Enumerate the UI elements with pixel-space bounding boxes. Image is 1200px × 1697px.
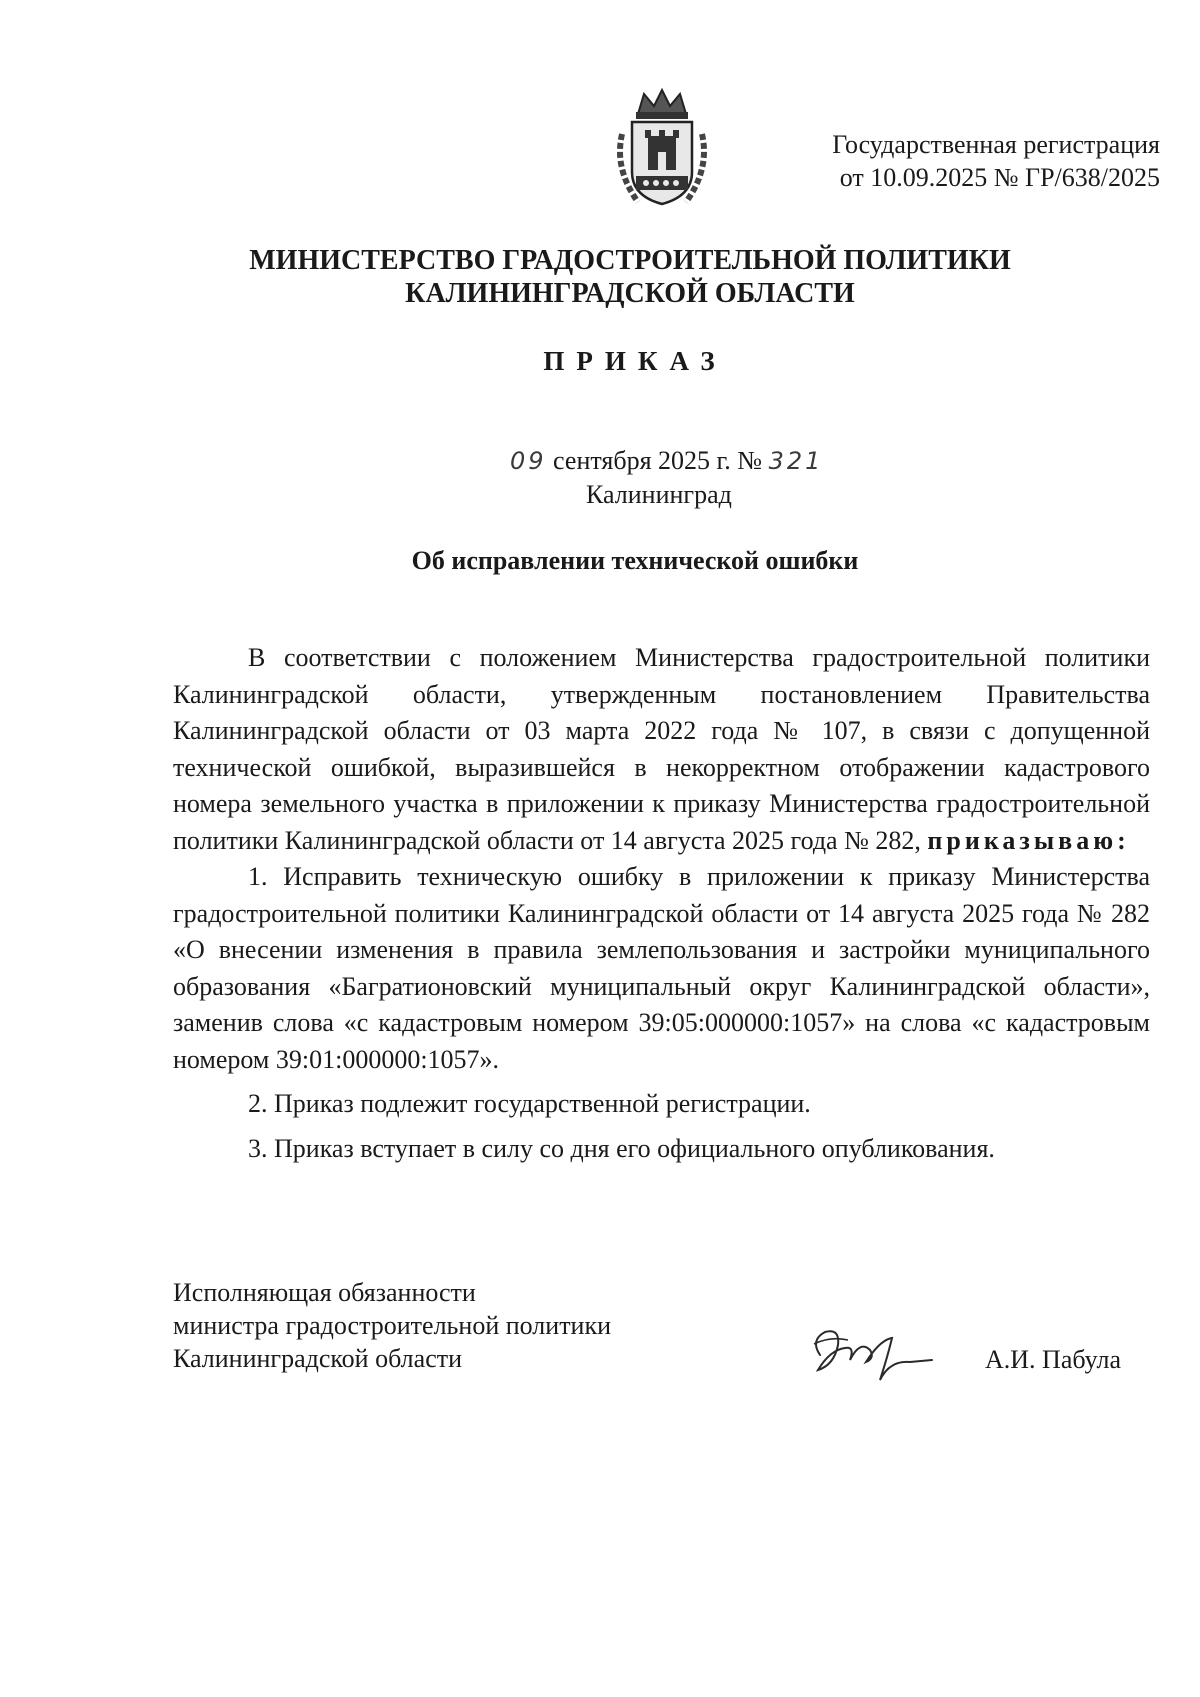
order-item-3: 3. Приказ вступает в силу со дня его официального опубликования. xyxy=(248,1133,995,1163)
order-item-1: 1. Исправить техническую ошибку в приложении к приказу Министерства градостроительной политики Калининградской области от 14 августа 2025 года № 282 «О внесении изменения в правила землепользования и застройки муниципального образования «Багратионовский муниципальный округ Калининградской области», заменив слова «с кадастровым номером 39:05:000000:1057» на слова «с кадастровым номером 39:01:000000:1057». xyxy=(173,862,1150,1074)
registration-stamp xyxy=(740,128,1160,194)
coat-of-arms-emblem xyxy=(608,84,716,210)
handwritten-day: 09 xyxy=(510,447,547,475)
registration-line-1: Государственная регистрация xyxy=(832,130,1160,159)
order-title: ПРИКАЗ xyxy=(543,346,727,376)
ministry-name xyxy=(0,244,1200,310)
handwritten-order-number: 321 xyxy=(768,447,824,475)
month-year-number: сентября 2025 г. № xyxy=(553,446,763,475)
order-date-line xyxy=(510,446,823,476)
signatory-title-line-3: Калининградской области xyxy=(173,1344,463,1373)
signatory-title xyxy=(173,1276,611,1375)
intro-text: В соответствии с положением Министерства градостроительной политики Калининградской области, утвержденным постановлением Правительства Калининградской области от 03 марта 2022 года № 107, в связи с допущенной технической ошибкой, выразившейся в некорректном отображении кадастрового номера земельного участка в приложении к приказу Министерства градостроительной политики Калининградской области от 14 августа 2025 года № 282, xyxy=(173,643,1150,855)
order-subject: Об исправлении технической ошибки xyxy=(411,546,859,575)
intro-paragraph xyxy=(173,640,1150,859)
order-word: приказываю: xyxy=(927,825,1130,855)
city: Калининград xyxy=(586,480,732,509)
order-body xyxy=(173,640,1150,1167)
registration-line-2: от 10.09.2025 № ГР/638/2025 xyxy=(839,163,1160,192)
ministry-line-2: КАЛИНИНГРАДСКОЙ ОБЛАСТИ xyxy=(405,278,855,309)
signatory-title-line-2: министра градостроительной политики xyxy=(173,1311,612,1340)
signatory-title-line-1: Исполняющая обязанности xyxy=(173,1278,476,1307)
ministry-line-1: МИНИСТЕРСТВО ГРАДОСТРОИТЕЛЬНОЙ ПОЛИТИКИ xyxy=(249,245,1011,276)
signer-name: А.И. Пабула xyxy=(985,1345,1121,1374)
handwritten-signature xyxy=(800,1310,940,1390)
order-item-2: 2. Приказ подлежит государственной регистрации. xyxy=(248,1089,811,1118)
